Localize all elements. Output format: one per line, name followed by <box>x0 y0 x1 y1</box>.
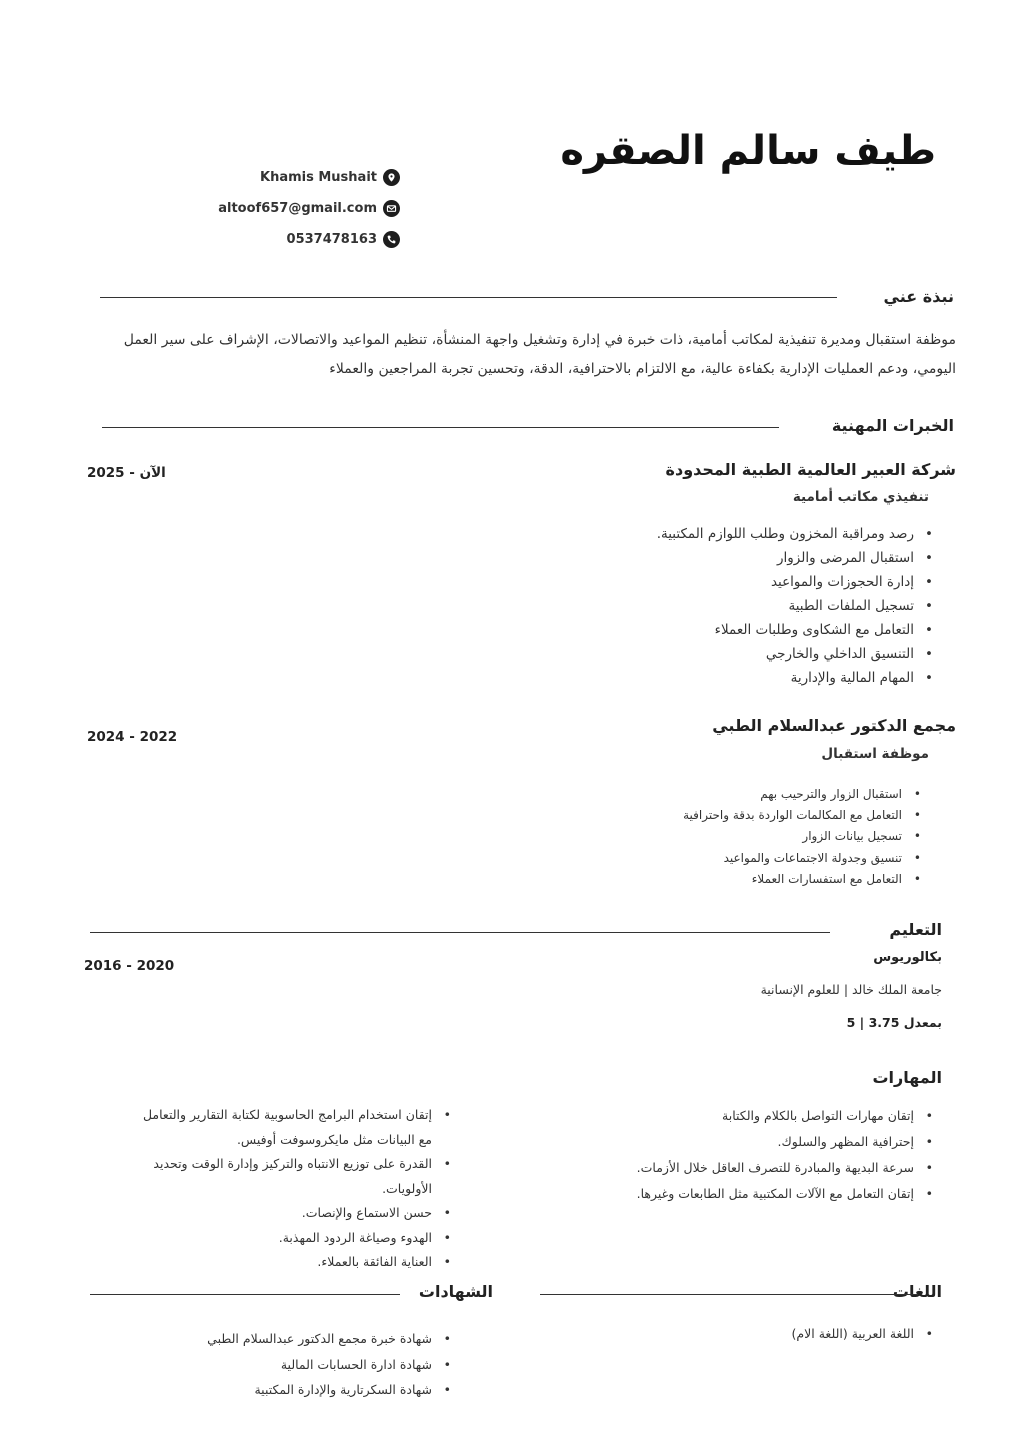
job-role: موظفة استقبال <box>821 746 929 762</box>
languages-title: اللغات <box>892 1282 942 1301</box>
list-item: • العناية الفائقة بالعملاء. <box>134 1250 454 1275</box>
list-item: • تسجيل بيانات الزوار <box>424 826 924 847</box>
education-university: جامعة الملك خالد | للعلوم الإنسانية <box>760 982 942 997</box>
divider <box>90 932 830 933</box>
education-gpa: بمعدل 3.75 | 5 <box>846 1015 942 1030</box>
list-item: • الهدوء وصياغة الردود المهذبة. <box>134 1226 454 1251</box>
divider <box>90 1294 400 1295</box>
about-text: موظفة استقبال ومديرة تنفيذية لمكاتب أمامية، ذات خبرة في إدارة وتشغيل واجهة المنشأة، تنظيم المواعيد والاتصالات، الإشراف على سير العمل اليومي، ودعم العمليات الإدارية بكفاءة عالية، مع الالتزام بالاحترافية، الدقة، وتحسين تجربة المراجعين والعملاء <box>123 332 956 377</box>
list-item: • التعامل مع المكالمات الواردة بدقة واحترافية <box>424 805 924 826</box>
list-item: • التعامل مع استفسارات العملاء <box>424 869 924 890</box>
job-tasks <box>424 784 924 890</box>
list-item: • رصد ومراقبة المخزون وطلب اللوازم المكتبية. <box>436 522 936 546</box>
education-dates: 2016 - 2020 <box>84 958 175 974</box>
job-role: تنفيذي مكاتب أمامية <box>792 489 929 505</box>
skills-list-right <box>636 1103 936 1207</box>
skills-title: المهارات <box>872 1068 942 1087</box>
job-company: مجمع الدكتور عبدالسلام الطبي <box>712 716 956 735</box>
education-degree: بكالوريوس <box>873 950 942 965</box>
email-text[interactable]: altoof657@gmail.com <box>218 201 377 216</box>
contact-phone[interactable] <box>150 231 400 248</box>
location-text: Khamis Mushait <box>260 170 377 185</box>
location-icon <box>383 169 400 186</box>
list-item: • إتقان استخدام البرامج الحاسوبية لكتابة التقارير والتعامل مع البيانات مثل مايكروسوفت أوفيس. <box>134 1103 454 1152</box>
list-item: • القدرة على توزيع الانتباه والتركيز وإدارة الوقت وتحديد الأولويات. <box>134 1152 454 1201</box>
phone-text[interactable]: 0537478163 <box>286 232 377 247</box>
list-item: • سرعة البديهة والمبادرة للتصرف العاقل خلال الأزمات. <box>636 1155 936 1181</box>
list-item: • إتقان مهارات التواصل بالكلام والكتابة <box>636 1103 936 1129</box>
divider <box>540 1294 918 1295</box>
certificates-list <box>94 1326 454 1403</box>
certificates-title: الشهادات <box>418 1282 493 1301</box>
job-dates: 2024 - 2022 <box>87 729 178 745</box>
list-item: • اللغة العربية (اللغة الام) <box>636 1322 936 1346</box>
list-item: • التعامل مع الشكاوى وطلبات العملاء <box>436 618 936 642</box>
list-item: • المهام المالية والإدارية <box>436 666 936 690</box>
list-item: • شهادة ادارة الحسابات المالية <box>94 1352 454 1378</box>
candidate-name: طيف سالم الصقره <box>560 128 936 174</box>
education-title: التعليم <box>889 920 942 939</box>
list-item: • تسجيل الملفات الطبية <box>436 594 936 618</box>
experience-title: الخبرات المهنية <box>831 416 954 435</box>
list-item: • حسن الاستماع والإنصات. <box>134 1201 454 1226</box>
list-item: • إحترافية المظهر والسلوك. <box>636 1129 936 1155</box>
languages-list <box>636 1322 936 1346</box>
divider <box>102 427 779 428</box>
email-icon <box>383 200 400 217</box>
list-item: • تنسيق وجدولة الاجتماعات والمواعيد <box>424 848 924 869</box>
list-item: • التنسيق الداخلي والخارجي <box>436 642 936 666</box>
skills-list-left <box>134 1103 454 1275</box>
phone-icon <box>383 231 400 248</box>
job-dates: 2025 - الآن <box>87 465 166 481</box>
job-company: شركة العبير العالمية الطبية المحدودة <box>665 460 956 479</box>
list-item: • إدارة الحجوزات والمواعيد <box>436 570 936 594</box>
list-item: • شهادة السكرتارية والإدارة المكتبية <box>94 1377 454 1403</box>
about-title: نبذة عني <box>883 287 954 306</box>
job-tasks <box>436 522 936 690</box>
list-item: • استقبال الزوار والترحيب بهم <box>424 784 924 805</box>
contact-location <box>150 169 400 186</box>
list-item: • إتقان التعامل مع الآلات المكتبية مثل الطابعات وغيرها. <box>636 1181 936 1207</box>
contact-email[interactable] <box>150 200 400 217</box>
list-item: • شهادة خبرة مجمع الدكتور عبدالسلام الطبي <box>94 1326 454 1352</box>
divider <box>100 297 837 298</box>
list-item: • استقبال المرضى والزوار <box>436 546 936 570</box>
